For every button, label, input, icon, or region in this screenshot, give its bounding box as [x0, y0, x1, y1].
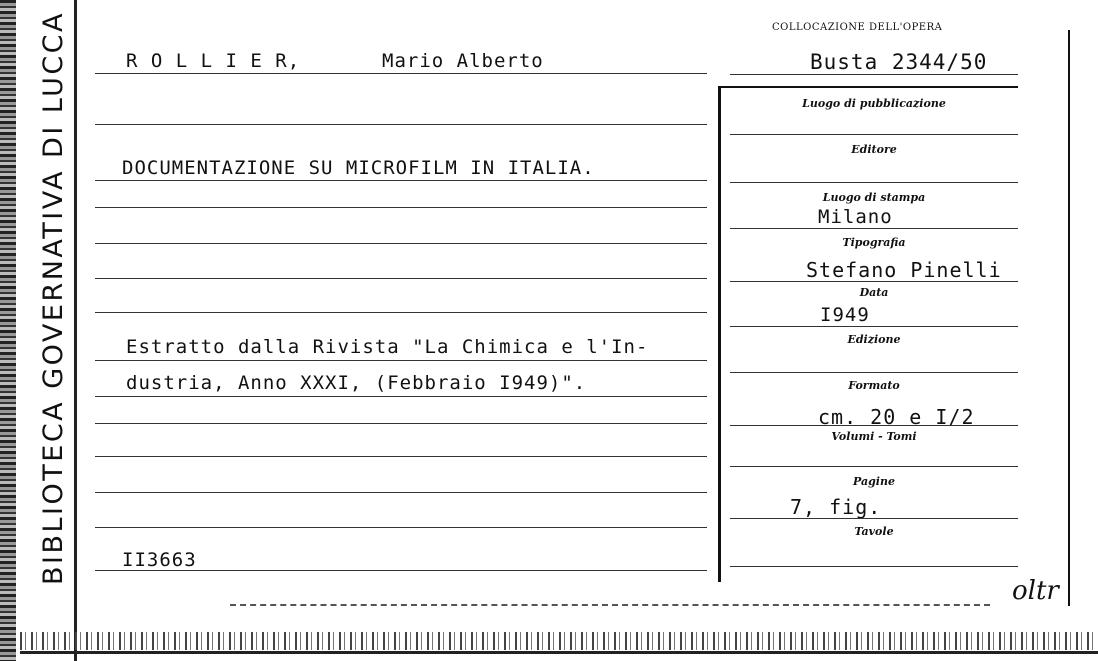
ruled-line	[95, 570, 707, 571]
library-name: BIBLIOTECA GOVERNATIVA DI LUCCA	[38, 10, 69, 585]
collocazione-label: COLLOCAZIONE DELL'OPERA	[772, 22, 943, 33]
tipografia-value: Stefano Pinelli	[806, 258, 1002, 282]
author-surname: R O L L I E R,	[126, 50, 301, 72]
author-line	[95, 73, 707, 74]
ruled-line	[95, 180, 707, 181]
data-value: I949	[820, 304, 870, 326]
ruled-line	[95, 124, 707, 125]
ruled-line	[95, 360, 707, 361]
dashed-line	[230, 604, 990, 606]
luogo-pubblicazione-label: Luogo di pubblicazione	[802, 97, 946, 110]
luogo-stampa-label: Luogo di stampa	[822, 191, 926, 204]
field-line	[730, 566, 1018, 567]
ruled-line	[95, 527, 707, 528]
ruled-line	[95, 207, 707, 208]
formato-value: cm. 20 e I/2	[818, 405, 975, 429]
data-label: Data	[859, 286, 889, 299]
handwritten-note: oltr	[1012, 576, 1059, 606]
right-box-top-border	[718, 86, 1018, 88]
ruled-line	[95, 396, 707, 397]
right-box-left-border	[718, 86, 721, 582]
luogo-stampa-value: Milano	[818, 206, 893, 228]
card-bottom-edge	[20, 651, 1098, 654]
ruled-line	[95, 456, 707, 457]
field-line	[730, 326, 1018, 327]
field-line	[730, 134, 1018, 135]
ruled-line	[95, 492, 707, 493]
field-line	[730, 372, 1018, 373]
volumi-label: Volumi - Tomi	[831, 430, 917, 443]
title: DOCUMENTAZIONE SU MICROFILM IN ITALIA.	[122, 157, 595, 179]
card-right-edge	[1068, 30, 1070, 606]
field-line	[730, 425, 1018, 426]
shelfmark: Busta 2344/50	[810, 50, 988, 74]
edizione-label: Edizione	[847, 333, 901, 346]
ruled-line	[95, 243, 707, 244]
shelfmark-line	[730, 74, 1018, 75]
note-line-2: dustria, Anno XXXI, (Febbraio I949)".	[126, 372, 587, 394]
author-given-name: Mario Alberto	[382, 50, 544, 72]
pagine-label: Pagine	[853, 475, 895, 488]
field-line	[730, 281, 1018, 282]
formato-label: Formato	[848, 379, 900, 392]
tavole-label: Tavole	[854, 525, 894, 538]
ruled-line	[95, 278, 707, 279]
ruled-line	[95, 312, 707, 313]
field-line	[730, 518, 1018, 519]
tipografia-label: Tipografia	[842, 236, 906, 249]
editore-label: Editore	[851, 143, 897, 156]
pagine-value: 7, fig.	[790, 495, 882, 519]
ruled-line	[95, 423, 707, 424]
spine-divider	[74, 0, 77, 661]
inventory-number: II3663	[122, 549, 197, 571]
field-line	[730, 228, 1018, 229]
note-line-1: Estratto dalla Rivista "La Chimica e l'In-	[126, 336, 649, 358]
field-line	[730, 466, 1018, 467]
field-line	[730, 182, 1018, 183]
scan-noise-strip	[20, 632, 1098, 650]
